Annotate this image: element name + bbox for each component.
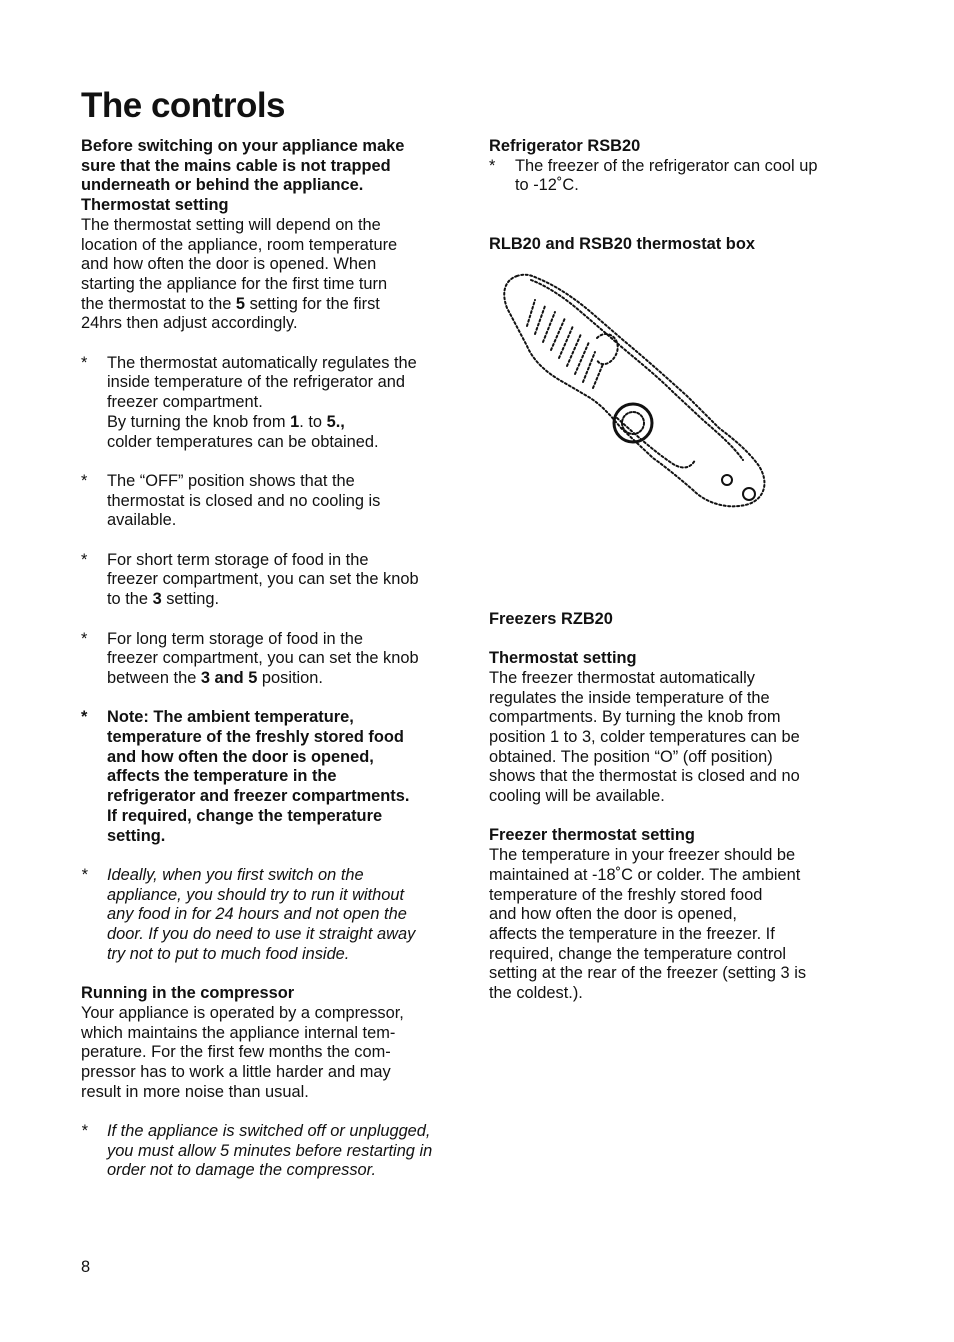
bullet-item-short-term-storage: * For short term storage of food in the freezer compartment, you can set the knob to the 3 setting. <box>81 550 419 609</box>
bullet-symbol: * <box>81 471 88 490</box>
thermostat-setting-paragraph: The thermostat setting will depend on the location of the appliance, room temperature and how often the door is opened. When starting the appliance for the first time turn the thermostat to the 5 setting for the first 24hrs then adjust accordingly. <box>81 215 398 333</box>
compressor-paragraph: Your appliance is operated by a compressor, which maintains the appliance internal tem- perature. For the first few months the com- pressor has to work a little harder and may result in more noise than usual. <box>81 1003 404 1101</box>
freezer-thermostat-setting-heading: Thermostat setting <box>489 649 637 668</box>
bullet-item-long-term-storage: * For long term storage of food in the freezer compartment, you can set the knob between the 3 and 5 position. <box>81 629 419 687</box>
bullet-item-off-position: * The “OFF” position shows that the thermostat is closed and no cooling is available. <box>81 471 381 530</box>
lamp-recess <box>597 334 618 364</box>
grille-slot <box>543 312 555 342</box>
thermostat-box-illustration <box>497 268 772 513</box>
grille-slot <box>575 342 589 374</box>
rsb20-heading: Refrigerator RSB20 <box>489 137 641 155</box>
freezer-temp-paragraph: The temperature in your freezer should be maintained at -18˚C or colder. The ambient temperature of the freshly stored food and how often the door is opened, affects the temperature in the freezer. If required, change the temperature control setting at the rear of the freezer (setting 3 is the coldest.). <box>489 846 807 1003</box>
bullet-symbol: * <box>81 353 88 372</box>
mounting-hole-icon <box>722 475 732 485</box>
thermostat-knob-center <box>622 412 644 434</box>
page-number: 8 <box>81 1258 91 1276</box>
grille-slot <box>551 318 565 350</box>
thermostat-box-heading: RLB20 and RSB20 thermostat box <box>489 235 755 254</box>
bullet-symbol: * <box>81 629 88 648</box>
bullet-symbol: * <box>81 865 88 884</box>
grille-slot <box>583 352 595 382</box>
compressor-heading: Running in the compressor <box>81 984 295 1003</box>
freezer-temp-heading: Freezer thermostat setting <box>489 826 695 845</box>
bullet-symbol: * <box>81 708 88 727</box>
intro-warning: Before switching on your appliance make sure that the mains cable is not trapped underneath or behind the appliance. <box>81 137 405 195</box>
bullet-item-note: * Note: The ambient temperature, temperature of the freshly stored food and how often the door is opened, affects the temperature in the refrigerator and freezer compartments. If required, change the temperature setting. <box>81 708 410 845</box>
thermostat-setting-heading: Thermostat setting <box>81 196 229 215</box>
grille-slot <box>527 300 535 326</box>
freezer-thermostat-paragraph: The freezer thermostat automatically regulates the inside temperature of the compartments. By turning the knob from position 1 to 3, colder temperatures can be obtained. The position “O” (off position) shows that the thermostat is closed and no cooling will be available. <box>489 668 800 806</box>
bullet-item-rsb20-freezer: * The freezer of the refrigerator can cool up to -12˚C. <box>489 156 818 195</box>
bullet-item-first-switch-on: * Ideally, when you first switch on the appliance, you should try to run it without any food in for 24 hours and not open the door. If you do need to use it straight away try not to put to much food inside. <box>81 865 416 963</box>
bullet-item-restart-wait: * If the appliance is switched off or unplugged, you must allow 5 minutes before restarting in order not to damage the compressor. <box>81 1122 433 1180</box>
bullet-item-auto-regulation: * The thermostat automatically regulates the inside temperature of the refrigerator and freezer compartment. By turning the knob from 1. to 5., colder temperatures can be obtained. <box>81 353 417 451</box>
thermostat-knob-icon <box>614 404 652 442</box>
bullet-symbol: * <box>81 1122 88 1141</box>
left-column <box>81 137 467 1181</box>
bullet-symbol: * <box>81 550 88 569</box>
page-title: The controls <box>81 86 286 125</box>
grille-slot <box>593 364 603 388</box>
grille-slot <box>535 306 545 334</box>
grille-slot <box>559 326 573 358</box>
bullet-symbol: * <box>489 156 496 175</box>
housing-outline <box>504 275 764 507</box>
freezers-rzb20-heading: Freezers RZB20 <box>489 609 613 628</box>
grille-slot <box>567 334 581 366</box>
mounting-hole-icon <box>743 488 755 500</box>
